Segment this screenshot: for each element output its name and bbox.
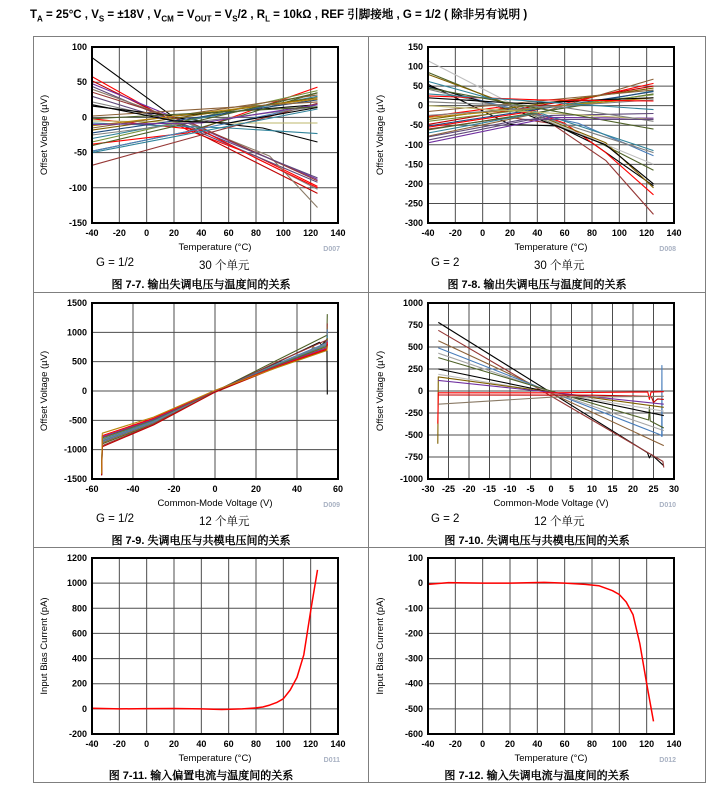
figure-7-11-chart: [34, 550, 368, 766]
svg-text:10: 10: [586, 484, 598, 494]
svg-text:150: 150: [407, 42, 423, 52]
svg-text:-40: -40: [85, 228, 99, 238]
svg-text:-250: -250: [404, 198, 423, 209]
svg-text:0: 0: [417, 578, 423, 589]
svg-text:-40: -40: [421, 739, 435, 749]
svg-text:40: 40: [291, 484, 303, 494]
svg-text:-300: -300: [404, 218, 423, 228]
svg-text:60: 60: [332, 484, 344, 494]
svg-text:0: 0: [81, 386, 87, 396]
svg-text:80: 80: [250, 228, 262, 238]
svg-text:120: 120: [303, 739, 319, 749]
svg-text:Temperature (°C): Temperature (°C): [514, 753, 588, 764]
svg-text:-60: -60: [85, 484, 99, 494]
figure-7-12-chart: [370, 550, 704, 766]
svg-text:0: 0: [81, 112, 87, 123]
test-conditions: $T_A = 25^\circ C$ , $V_S = \pm 18V$ , $V_{CM} = V_{OUT} = V_S/2$ , $R_L = 10k\Omega$ , REF 引脚接地 , G = 1/2 ( 除非另有说明 ): [30, 9, 528, 24]
svg-text:100: 100: [407, 61, 423, 72]
svg-text:80: 80: [586, 228, 598, 238]
gain-label: G = 1/2: [96, 513, 135, 525]
svg-text:-600: -600: [404, 729, 423, 739]
svg-text:D011: D011: [323, 757, 340, 764]
svg-text:Offset Voltage (µV): Offset Voltage (µV): [375, 94, 386, 176]
svg-text:Input Bias Current (pA): Input Bias Current (pA): [375, 597, 386, 695]
figure-caption: 图 7-11. 输入偏置电流与温度间的关系: [108, 770, 294, 782]
svg-text:0: 0: [144, 739, 150, 749]
figure-caption: 图 7-10. 失调电压与共模电压间的关系: [444, 535, 630, 547]
svg-text:D012: D012: [659, 757, 676, 764]
figure-cell-7-8: [369, 37, 705, 293]
svg-text:5: 5: [568, 484, 575, 494]
svg-text:80: 80: [250, 739, 262, 749]
svg-text:25: 25: [648, 484, 659, 494]
svg-text:120: 120: [303, 228, 319, 238]
svg-text:-30: -30: [421, 484, 435, 494]
svg-text:-750: -750: [404, 452, 423, 462]
svg-text:Input Bias Current (pA): Input Bias Current (pA): [39, 597, 50, 695]
svg-text:-20: -20: [448, 228, 462, 238]
svg-text:-20: -20: [112, 228, 126, 238]
svg-text:100: 100: [71, 42, 87, 52]
svg-text:140: 140: [330, 228, 346, 238]
svg-text:-20: -20: [462, 484, 476, 494]
unit-count-label: 12 个单元: [534, 516, 585, 528]
svg-text:Offset Voltage (µV): Offset Voltage (µV): [39, 94, 50, 176]
figure-7-7-chart: [34, 39, 368, 255]
svg-text:40: 40: [196, 739, 207, 749]
svg-text:-500: -500: [404, 703, 423, 714]
figure-cell-7-11: [34, 548, 369, 782]
svg-text:800: 800: [71, 603, 87, 614]
svg-text:-40: -40: [421, 228, 435, 238]
svg-text:-20: -20: [448, 739, 462, 749]
figure-7-9-chart: [34, 295, 368, 511]
svg-text:D010: D010: [659, 502, 676, 509]
svg-text:-50: -50: [73, 147, 87, 158]
svg-text:120: 120: [639, 739, 655, 749]
svg-text:20: 20: [627, 484, 639, 494]
figure-7-8-chart: [370, 39, 704, 255]
svg-text:-1000: -1000: [399, 474, 423, 484]
svg-text:-20: -20: [112, 739, 126, 749]
svg-text:20: 20: [504, 739, 516, 749]
svg-text:Temperature (°C): Temperature (°C): [178, 242, 252, 253]
svg-text:60: 60: [223, 228, 234, 238]
svg-text:1000: 1000: [402, 298, 423, 308]
unit-count-label: 30 个单元: [534, 260, 585, 272]
svg-text:-100: -100: [68, 182, 87, 193]
svg-text:100: 100: [407, 553, 423, 563]
figure-cell-7-7: [34, 37, 369, 293]
svg-text:D008: D008: [659, 246, 676, 253]
svg-text:20: 20: [250, 484, 262, 494]
figure-cell-7-12: [369, 548, 705, 782]
svg-text:60: 60: [559, 228, 570, 238]
svg-text:140: 140: [666, 739, 682, 749]
svg-text:140: 140: [666, 228, 682, 238]
figure-caption: 图 7-12. 输入失调电流与温度间的关系: [444, 770, 630, 782]
svg-text:-150: -150: [68, 218, 87, 228]
svg-text:30: 30: [668, 484, 680, 494]
svg-text:0: 0: [417, 100, 423, 111]
svg-text:Temperature (°C): Temperature (°C): [514, 242, 588, 253]
svg-text:80: 80: [586, 739, 598, 749]
svg-text:200: 200: [71, 678, 87, 689]
svg-text:600: 600: [71, 628, 87, 639]
svg-text:1000: 1000: [66, 578, 87, 589]
svg-text:0: 0: [417, 386, 423, 396]
svg-text:-20: -20: [167, 484, 181, 494]
figure-cell-7-9: [34, 293, 369, 548]
svg-text:-15: -15: [482, 484, 497, 494]
svg-text:140: 140: [330, 739, 346, 749]
svg-text:1000: 1000: [66, 327, 87, 338]
gain-label: G = 1/2: [96, 257, 135, 269]
svg-text:-1500: -1500: [63, 474, 87, 484]
svg-text:60: 60: [223, 739, 234, 749]
svg-text:50: 50: [412, 81, 423, 92]
svg-text:D009: D009: [323, 502, 340, 509]
svg-text:-25: -25: [441, 484, 456, 494]
svg-text:-50: -50: [409, 120, 423, 131]
figure-sublabels: [369, 511, 705, 531]
figure-cell-7-10: [369, 293, 705, 548]
svg-text:-250: -250: [404, 408, 423, 418]
svg-text:0: 0: [548, 484, 554, 494]
gain-label: G = 2: [431, 257, 460, 269]
svg-text:500: 500: [71, 356, 87, 367]
figure-sublabels: [34, 255, 368, 275]
svg-text:Offset Voltage (µV): Offset Voltage (µV): [375, 350, 386, 432]
svg-text:40: 40: [196, 228, 207, 238]
svg-text:-200: -200: [404, 178, 423, 189]
svg-text:-500: -500: [404, 430, 423, 440]
svg-text:-150: -150: [404, 159, 423, 170]
figure-7-10-chart: [370, 295, 704, 511]
svg-text:-100: -100: [404, 139, 423, 150]
figure-grid: [33, 36, 706, 783]
svg-text:1500: 1500: [66, 298, 87, 308]
svg-text:15: 15: [607, 484, 618, 494]
svg-text:0: 0: [480, 228, 486, 238]
figure-caption: 图 7-8. 输出失调电压与温度间的关系: [447, 279, 627, 291]
svg-text:-1000: -1000: [63, 444, 87, 455]
svg-text:20: 20: [168, 228, 180, 238]
svg-text:Temperature (°C): Temperature (°C): [178, 753, 252, 764]
svg-text:-300: -300: [404, 653, 423, 664]
svg-text:500: 500: [407, 342, 423, 352]
svg-text:100: 100: [275, 739, 291, 749]
figure-sublabels: [34, 511, 368, 531]
svg-text:0: 0: [81, 703, 87, 714]
svg-text:Offset Voltage (µV): Offset Voltage (µV): [39, 350, 50, 432]
svg-text:Common-Mode Voltage (V): Common-Mode Voltage (V): [493, 498, 609, 509]
svg-text:0: 0: [212, 484, 218, 494]
unit-count-label: 12 个单元: [199, 516, 250, 528]
svg-text:100: 100: [611, 739, 627, 749]
svg-text:20: 20: [168, 739, 180, 749]
svg-text:20: 20: [504, 228, 516, 238]
gain-label: G = 2: [431, 513, 460, 525]
figure-sublabels: [369, 255, 705, 275]
svg-text:-40: -40: [85, 739, 99, 749]
svg-text:-500: -500: [68, 415, 87, 426]
svg-text:750: 750: [407, 320, 423, 330]
svg-text:-5: -5: [526, 484, 535, 494]
unit-count-label: 30 个单元: [199, 260, 250, 272]
svg-text:40: 40: [532, 228, 543, 238]
svg-text:D007: D007: [323, 246, 340, 253]
svg-text:40: 40: [532, 739, 543, 749]
svg-text:-100: -100: [404, 603, 423, 614]
svg-text:0: 0: [480, 739, 486, 749]
svg-text:-40: -40: [126, 484, 140, 494]
svg-text:-200: -200: [68, 729, 87, 739]
svg-text:120: 120: [639, 228, 655, 238]
svg-text:-10: -10: [503, 484, 517, 494]
svg-text:Common-Mode Voltage (V): Common-Mode Voltage (V): [157, 498, 273, 509]
figure-caption: 图 7-7. 输出失调电压与温度间的关系: [111, 279, 291, 291]
svg-text:50: 50: [76, 77, 87, 88]
svg-text:400: 400: [71, 653, 87, 664]
svg-text:100: 100: [611, 228, 627, 238]
figure-caption: 图 7-9. 失调电压与共模电压间的关系: [111, 535, 291, 547]
svg-text:60: 60: [559, 739, 570, 749]
svg-text:100: 100: [275, 228, 291, 238]
svg-text:-200: -200: [404, 628, 423, 639]
svg-text:250: 250: [407, 364, 423, 374]
svg-text:-400: -400: [404, 678, 423, 689]
svg-text:1200: 1200: [66, 553, 87, 563]
svg-text:0: 0: [144, 228, 150, 238]
